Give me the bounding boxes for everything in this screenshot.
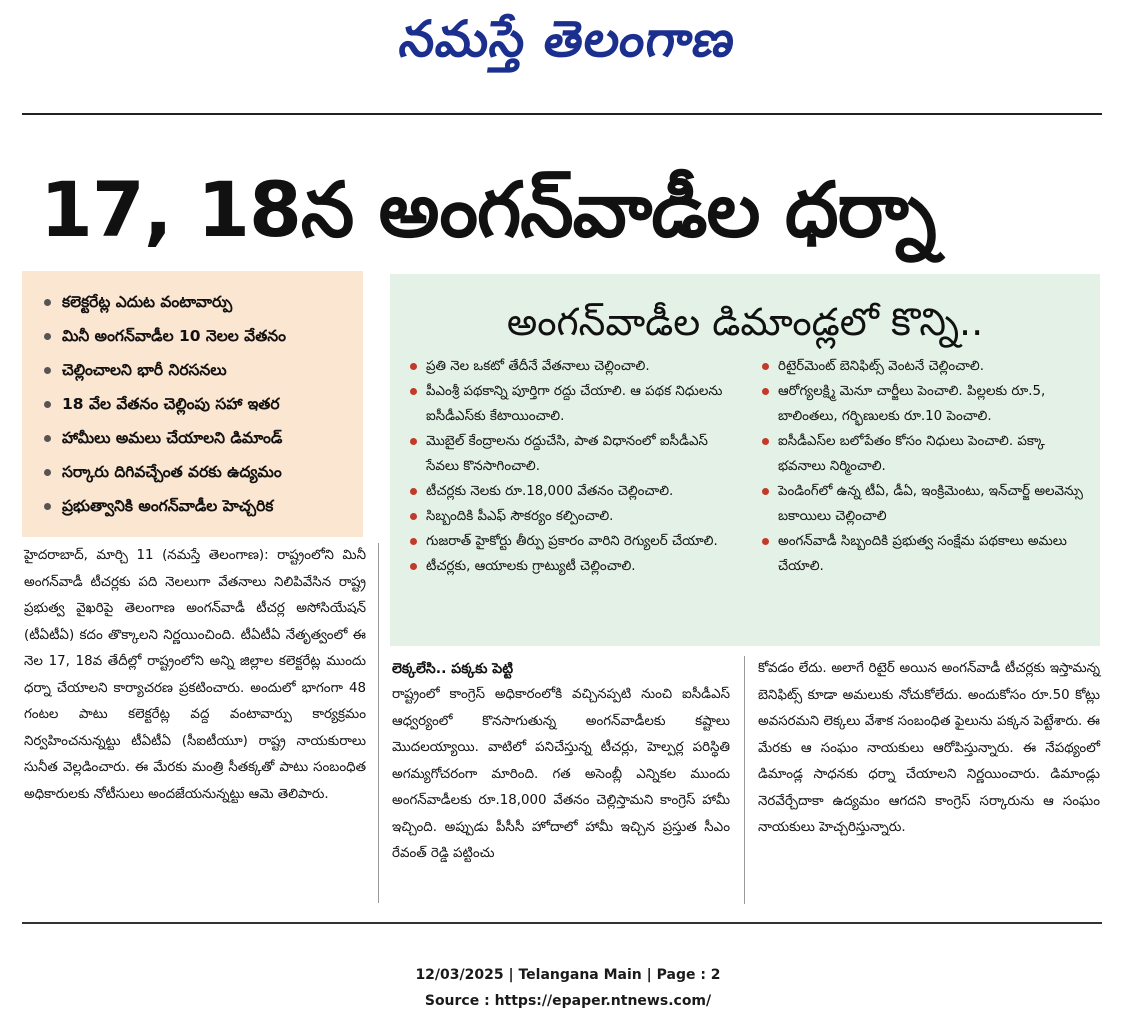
highlight-item: సర్కారు దిగివచ్చేంత వరకు ఉద్యమం	[44, 455, 355, 489]
demand-item: పెండింగ్‌లో ఉన్న టీఏ, డీఏ, ఇంక్రిమెంటు, ఇన్‌చార్జ్ అలవెన్సు బకాయిలు చెల్లించాలి	[756, 479, 1086, 529]
demand-item: ఆరోగ్యలక్ష్మి మెనూ చార్జీలు పెంచాలి. పిల్లలకు రూ.5, బాలింతలు, గర్భిణులకు రూ.10 పెంచాలి.	[756, 379, 1086, 429]
demand-item: అంగన్‌వాడీ సిబ్బందికి ప్రభుత్వ సంక్షేమ పథకాలు అమలు చేయాలి.	[756, 529, 1086, 579]
highlight-item: ప్రభుత్వానికి అంగన్‌వాడీల హెచ్చరిక	[44, 489, 355, 523]
highlight-item: చెల్లించాలని భారీ నిరసనలు	[44, 353, 355, 387]
demand-item: ఐసీడీఎస్‌ల బలోపేతం కోసం నిధులు పెంచాలి. పక్కా భవనాలు నిర్మించాలి.	[756, 429, 1086, 479]
demand-item: ప్రతి నెల ఒకటో తేదీనే వేతనాలు చెల్లించాలి.	[404, 354, 734, 379]
demand-item: పీఎంశ్రీ పథకాన్ని పూర్తిగా రద్దు చేయాలి. ఆ పథక నిధులను ఐసీడీఎస్‌కు కేటాయించాలి.	[404, 379, 734, 429]
demands-box	[390, 274, 1100, 646]
bottom-rule	[22, 922, 1102, 924]
footer-source-link[interactable]: Source : https://epaper.ntnews.com/	[424, 993, 712, 1009]
article-dateline: హైదరాబాద్, మార్చి 11 (నమస్తే తెలంగాణ):	[24, 548, 269, 563]
demand-item: గుజరాత్ హైకోర్టు తీర్పు ప్రకారం వారిని రెగ్యులర్ చేయాలి.	[404, 529, 734, 554]
column-divider	[378, 543, 379, 903]
demands-list-right	[756, 354, 1086, 579]
headline: 17, 18న అంగన్‌వాడీల ధర్నా	[40, 165, 936, 254]
article-column-1	[24, 543, 366, 808]
newspaper-logo: నమస్తే తెలంగాణ	[396, 10, 740, 68]
demand-item: టీచర్లకు, ఆయాలకు గ్రాట్యుటీ చెల్లించాలి.	[404, 554, 734, 579]
demand-item: టీచర్లకు నెలకు రూ.18,000 వేతనం చెల్లించాలి.	[404, 479, 734, 504]
demand-item: మొబైల్ కేంద్రాలను రద్దుచేసి, పాత విధానంలో ఐసీడీఎస్ సేవలు కొనసాగించాలి.	[404, 429, 734, 479]
article-text: రాష్ట్రంలో కాంగ్రెస్ అధికారంలోకి వచ్చినప్పటి నుంచి ఐసీడీఎస్ ఆధ్వర్యంలో కొనసాగుతున్న అంగన్‌వాడీలకు కష్టాలు మొదలయ్యాయి. వాటిలో పనిచేస్తున్న టీచర్లు, హెల్పర్ల పరిస్థితి అగమ్యగోచరంగా మారింది. గత అసెంబ్లీ ఎన్నికల ముందు అంగన్‌వాడీలకు రూ.18,000 వేతనం చెల్లిస్తామని కాంగ్రెస్ హామీ ఇచ్చింది. అప్పుడు పీసీసీ హోదాలో హామీ ఇచ్చిన ప్రస్తుత సీఎం రేవంత్ రెడ్డి పట్టించు	[392, 687, 730, 861]
article-column-3	[758, 656, 1100, 842]
highlights-box	[22, 271, 363, 537]
article-text: కోవడం లేదు. అలాగే రిటైర్ అయిన అంగన్‌వాడీ టీచర్లకు ఇస్తామన్న బెనిఫిట్స్ కూడా అమలుకు నోచుకోలేదు. అందుకోసం రూ.50 కోట్లు అవసరమని లెక్కలు వేశాక సంబంధిత ఫైలును పక్కన పెట్టేశారు. ఈ మేరకు ఆ సంఘం నాయకులు ఆరోపిస్తున్నారు. ఈ నేపథ్యంలో డిమాండ్ల సాధనకు ధర్నా చేయాలని నిర్ణయించారు. డిమాండ్లు నెరవేర్చేదాకా ఉద్యమం ఆగదని కాంగ్రెస్ సర్కారును ఆ సంఘం నాయకులు హెచ్చరిస్తున్నారు.	[758, 661, 1100, 835]
article-column-2	[392, 656, 730, 868]
highlight-item: హామీలు అమలు చేయాలని డిమాండ్	[44, 421, 355, 455]
demand-item: రిటైర్‌మెంట్ బెనిఫిట్స్ వెంటనే చెల్లించాలి.	[756, 354, 1086, 379]
article-text: రాష్ట్రంలోని మినీ అంగన్‌వాడీ టీచర్లకు పది నెలలుగా వేతనాలు నిలిపివేసిన రాష్ట్ర ప్రభుత్వ వైఖరిపై తెలంగాణ అంగన్‌వాడీ టీచర్ల అసోసియేషన్ (టీఏటీఏ) కదం తొక్కాలని నిర్ణయించింది. టీఏటీఏ నేతృత్వంలో ఈ నెల 17, 18వ తేదీల్లో రాష్ట్రంలోని అన్ని జిల్లాల కలెక్టరేట్ల ముందు ధర్నా చేయాలని కార్యాచరణ ప్రకటించారు. అందులో భాగంగా 48 గంటల పాటు కలెక్టరేట్ల వద్ద వంటావార్పు కార్యక్రమం నిర్వహించనున్నట్టు టీఏటీఏ (సీఐటీయూ) రాష్ట్ర నాయకురాలు సునీత వెల్లడించారు. ఈ మేరకు మంత్రి సీతక్కతో పాటు సంబంధిత అధికారులకు నోటీసులు అందజేయనున్నట్టు ఆమె తెలిపారు.	[24, 548, 366, 802]
highlight-item: 18 వేల వేతనం చెల్లింపు సహా ఇతర	[44, 387, 355, 421]
highlight-item: కలెక్టరేట్ల ఎదుట వంటావార్పు	[44, 285, 355, 319]
article-subhead: లెక్కలేసి.. పక్కకు పెట్టి	[392, 661, 514, 677]
masthead	[0, 0, 1136, 80]
demand-item: సిబ్బందికి పీఎఫ్ సౌకర్యం కల్పించాలి.	[404, 504, 734, 529]
page-footer	[0, 962, 1136, 1014]
highlight-item: మినీ అంగన్‌వాడీల 10 నెలల వేతనం	[44, 319, 355, 353]
top-rule	[22, 113, 1102, 115]
footer-date-line: 12/03/2025 | Telangana Main | Page : 2	[415, 967, 721, 983]
demands-title: అంగన్‌వాడీల డిమాండ్లలో కొన్ని..	[506, 300, 984, 344]
column-divider	[744, 656, 745, 904]
demands-list-left	[404, 354, 734, 579]
